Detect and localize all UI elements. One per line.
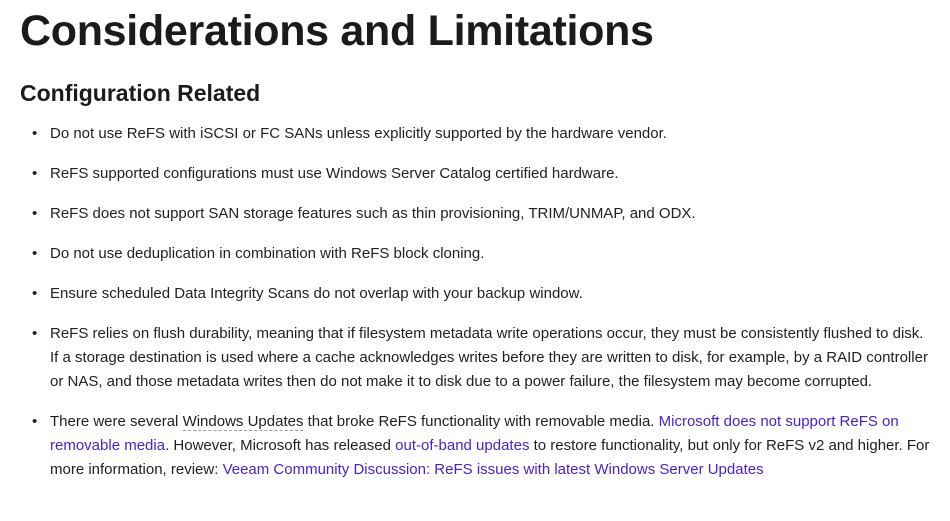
list-item [20,410,930,482]
bullet-icon: • [32,205,38,222]
glossary-term[interactable]: Windows Updates [182,413,304,430]
list-item-text-part: . However, Microsoft has released [165,437,396,454]
list-item-text-part: There were several [50,413,183,430]
list-item-text: ReFS does not support SAN storage features such as thin provisioning, TRIM/UNMAP, and ODX. [50,205,696,222]
list-item [20,202,930,226]
list-item [20,282,930,306]
list-item [20,162,930,186]
list-item-text-part: to restore functionality, but only for ReFS v2 and higher. For more information, review: [50,437,930,478]
list-item-text: ReFS supported configurations must use Windows Server Catalog certified hardware. [50,165,619,182]
link-out-of-band-updates[interactable]: out-of-band updates [395,437,530,454]
bullet-icon: • [32,125,38,142]
list-item-text: Do not use ReFS with iSCSI or FC SANs unless explicitly supported by the hardware vendor. [50,125,667,142]
list-item-text: ReFS relies on flush durability, meaning that if filesystem metadata write operations occur, they must be consistently flushed to disk. If a storage destination is used where a cache acknowledges writes before they are written to disk, for example, by a RAID controller or NAS, and those metadata writes then do not make it to disk due to a power failure, the filesystem may become corrupted. [50,325,928,390]
bullet-icon: • [32,413,38,430]
list-item [20,242,930,266]
list-item-text: Do not use deduplication in combination with ReFS block cloning. [50,245,485,262]
link-veeam-community-discussion[interactable]: Veeam Community Discussion: ReFS issues with latest Windows Server Updates [222,461,764,478]
page-title: Considerations and Limitations [20,7,654,55]
list-item-text: Ensure scheduled Data Integrity Scans do not overlap with your backup window. [50,285,583,302]
bullet-icon: • [32,285,38,302]
list-item [20,322,930,394]
section-title: Configuration Related [20,80,261,106]
list-item [20,122,930,146]
link-refs-removable-media[interactable]: Microsoft does not support ReFS on removable media [50,413,899,454]
considerations-list [20,122,930,482]
bullet-icon: • [32,325,38,342]
list-item-text-part: that broke ReFS functionality with removable media. [303,413,659,430]
bullet-icon: • [32,245,38,262]
bullet-icon: • [32,165,38,182]
